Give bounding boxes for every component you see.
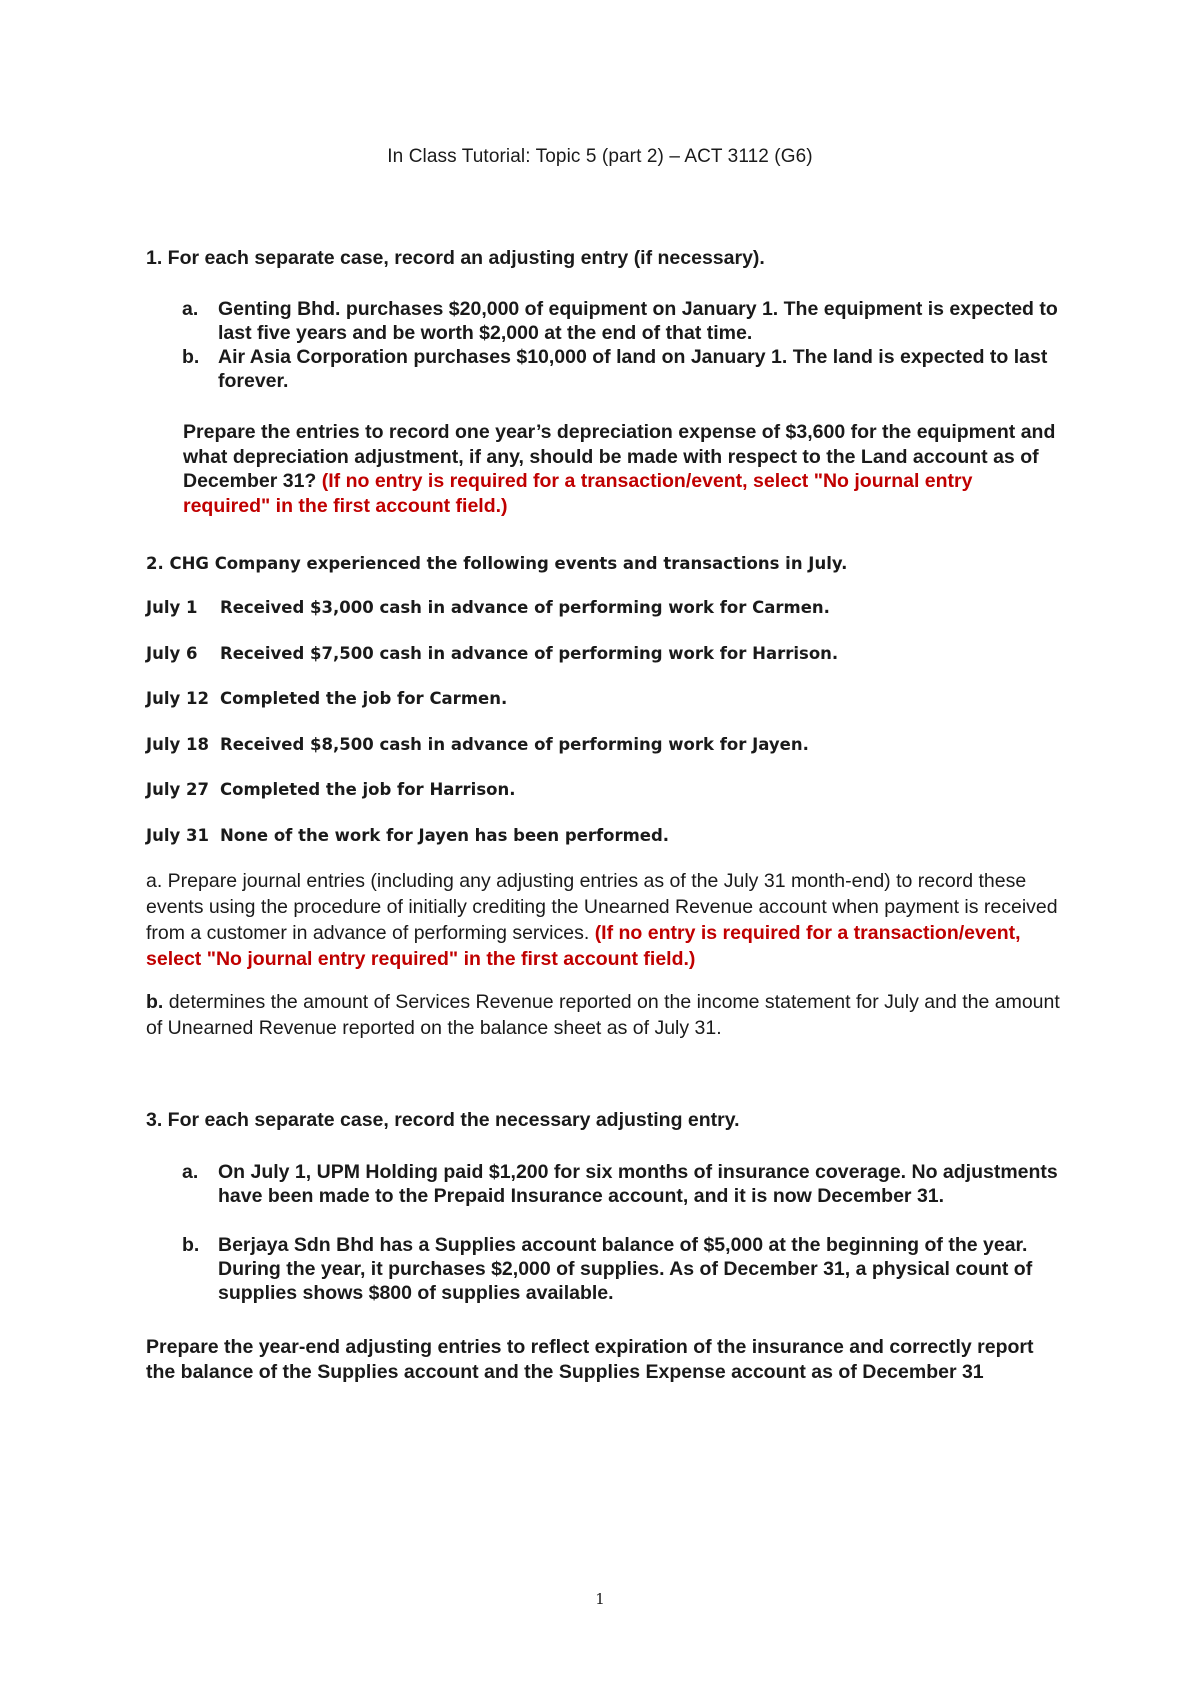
q2-event-row	[146, 826, 669, 845]
q2-event-row	[146, 780, 516, 799]
q2-event-text: Completed the job for Harrison.	[220, 780, 516, 799]
q3-item-a-marker: a.	[182, 1161, 199, 1183]
q2-event-date: July 1	[146, 598, 198, 617]
q2-part-a	[146, 868, 1068, 972]
q2-event-text: Received $7,500 cash in advance of performing work for Harrison.	[220, 644, 839, 663]
q2-part-b-text: determines the amount of Services Revenue reported on the income statement for July and the amount of Unearned Revenue reported on the balance sheet as of July 31.	[146, 991, 1060, 1039]
q1-item-b-text: Air Asia Corporation purchases $10,000 of land on January 1. The land is expected to last forever.	[218, 346, 1048, 392]
q2-heading: 2. CHG Company experienced the following events and transactions in July.	[146, 554, 848, 573]
q2-part-a-note: (If no entry is required for a transaction/event, select "No journal entry required" in the first account field.)	[146, 922, 1021, 970]
q2-part-b	[146, 989, 1068, 1041]
q2-event-text: Received $8,500 cash in advance of performing work for Jayen.	[220, 735, 809, 754]
q3-heading: 3. For each separate case, record the necessary adjusting entry.	[146, 1109, 740, 1131]
q2-event-date: July 6	[146, 644, 198, 663]
document-title: In Class Tutorial: Topic 5 (part 2) – ACT 3112 (G6)	[387, 146, 813, 167]
q3-item-b-text: Berjaya Sdn Bhd has a Supplies account balance of $5,000 at the beginning of the year. During the year, it purchases $2,000 of supplies. As of December 31, a physical count of supplies shows $800 of supplies available.	[218, 1234, 1033, 1304]
q2-event-text: None of the work for Jayen has been performed.	[220, 826, 670, 845]
q3-item-b-marker: b.	[182, 1234, 200, 1256]
q2-event-row	[146, 689, 507, 708]
q1-instruction	[183, 420, 1063, 518]
q2-event-row	[146, 644, 838, 663]
q2-event-date: July 31	[146, 826, 210, 845]
q2-event-date: July 18	[146, 735, 210, 754]
q1-note: (If no entry is required for a transaction/event, select "No journal entry required" in the first account field.)	[183, 470, 973, 517]
q2-event-date: July 12	[146, 689, 210, 708]
q2-event-text: Completed the job for Carmen.	[220, 689, 508, 708]
q1-heading: 1. For each separate case, record an adjusting entry (if necessary).	[146, 247, 765, 269]
q3-instruction: Prepare the year-end adjusting entries to reflect expiration of the insurance and correctly report the balance of the Supplies account and the Supplies Expense account as of December 31	[146, 1336, 1034, 1383]
q2-part-b-label: b.	[146, 991, 164, 1013]
q2-part-a-text: a. Prepare journal entries (including any adjusting entries as of the July 31 month-end) to record these events using the procedure of initially crediting the Unearned Revenue account when payment is received from a customer in advance of performing services.	[146, 870, 1058, 944]
q2-event-text: Received $3,000 cash in advance of performing work for Carmen.	[220, 598, 830, 617]
q2-event-row	[146, 598, 830, 617]
q1-item-a-marker: a.	[182, 298, 199, 320]
q2-event-date: July 27	[146, 780, 210, 799]
q3-item-a-text: On July 1, UPM Holding paid $1,200 for six months of insurance coverage. No adjustments have been made to the Prepaid Insurance account, and it is now December 31.	[218, 1161, 1058, 1207]
page-number: 1	[595, 1590, 605, 1608]
q1-instruction-text: Prepare the entries to record one year’s depreciation expense of $3,600 for the equipment and what depreciation adjustment, if any, should be made with respect to the Land account as of December 31?	[183, 421, 1056, 492]
q1-item-b-marker: b.	[182, 346, 200, 368]
q2-event-row	[146, 735, 809, 754]
q1-item-a-text: Genting Bhd. purchases $20,000 of equipment on January 1. The equipment is expected to last five years and be worth $2,000 at the end of that time.	[218, 298, 1058, 344]
